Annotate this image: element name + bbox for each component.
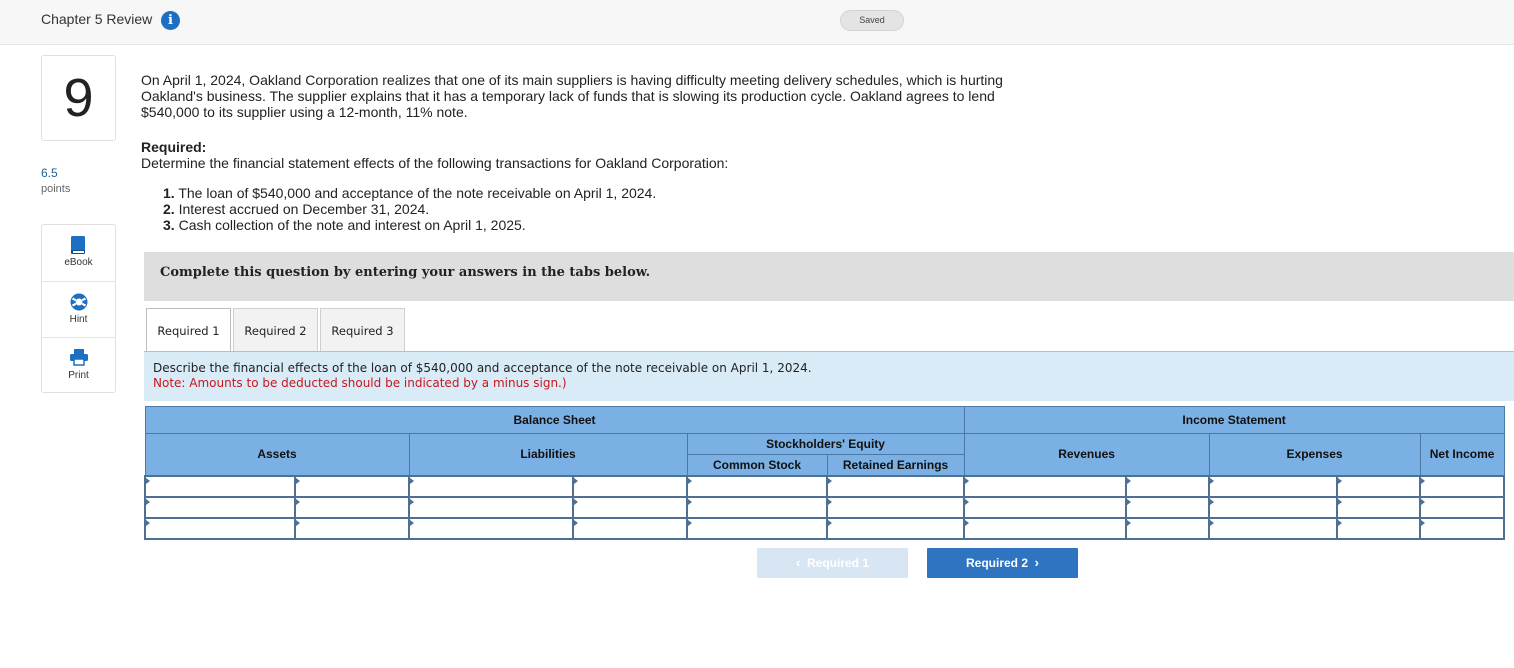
stockholders-equity-header: Stockholders' Equity	[687, 434, 964, 455]
tab-required-1[interactable]: Required 1	[146, 308, 231, 352]
common-stock-cell[interactable]	[687, 497, 827, 518]
book-icon	[69, 235, 87, 255]
expenses-header: Expenses	[1209, 434, 1420, 476]
item-text: Cash collection of the note and interest on April 1, 2025.	[174, 217, 526, 233]
item-number: 2.	[163, 201, 175, 217]
table-row	[145, 497, 1504, 518]
liabilities-amount-input[interactable]	[574, 498, 686, 517]
liabilities-cell[interactable]	[409, 476, 573, 497]
revenues-cell[interactable]	[964, 476, 1126, 497]
table-row	[145, 518, 1504, 539]
net-income-cell[interactable]	[1420, 497, 1504, 518]
required-heading: Required:	[141, 139, 207, 155]
liabilities-amount-cell[interactable]	[573, 518, 687, 539]
expenses-input[interactable]	[1210, 498, 1336, 517]
assets-cell[interactable]	[145, 497, 295, 518]
item-number: 1.	[163, 185, 175, 201]
revenues-cell[interactable]	[964, 518, 1126, 539]
liabilities-cell[interactable]	[409, 497, 573, 518]
expenses-amount-cell[interactable]	[1337, 518, 1420, 539]
revenues-input[interactable]	[965, 477, 1125, 496]
expenses-amount-cell[interactable]	[1337, 497, 1420, 518]
instructions-banner	[144, 252, 1514, 301]
liabilities-amount-input[interactable]	[574, 477, 686, 496]
list-item	[163, 185, 656, 201]
revenues-amount-cell[interactable]	[1126, 476, 1209, 497]
assets-input[interactable]	[146, 519, 294, 538]
retained-earnings-input[interactable]	[828, 519, 963, 538]
income-statement-header: Income Statement	[964, 407, 1504, 434]
item-text: The loan of $540,000 and acceptance of the note receivable on April 1, 2024.	[174, 185, 657, 201]
net-income-cell[interactable]	[1420, 518, 1504, 539]
financial-effects-table	[144, 406, 1505, 540]
revenues-amount-input[interactable]	[1127, 498, 1208, 517]
liabilities-input[interactable]	[410, 519, 572, 538]
expenses-cell[interactable]	[1209, 476, 1337, 497]
expenses-amount-input[interactable]	[1338, 477, 1419, 496]
previous-tab-label: Required 1	[807, 556, 870, 570]
common-stock-cell[interactable]	[687, 476, 827, 497]
table-row	[145, 476, 1504, 497]
assets-amount-cell[interactable]	[295, 476, 409, 497]
tab-required-2[interactable]: Required 2	[233, 308, 318, 351]
net-income-cell[interactable]	[1420, 476, 1504, 497]
question-number: 9	[41, 55, 116, 141]
expenses-cell[interactable]	[1209, 497, 1337, 518]
retained-earnings-header: Retained Earnings	[827, 455, 964, 476]
assets-input[interactable]	[146, 498, 294, 517]
top-bar	[0, 0, 1514, 45]
liabilities-cell[interactable]	[409, 518, 573, 539]
required-text: Determine the financial statement effects of the following transactions for Oakland Corporation:	[141, 155, 729, 171]
hint-label: Hint	[69, 314, 88, 325]
list-item	[163, 201, 656, 217]
problem-statement: On April 1, 2024, Oakland Corporation realizes that one of its main suppliers is having difficulty meeting delivery schedules, which is hurting Oakland's business. The supplier explains that it has a temporary lack of funds that is slowing its production cycle. Oakland agrees to lend $540,000 to its supplier using a 12-month, 11% note.	[141, 72, 1003, 120]
item-text: Interest accrued on December 31, 2024.	[174, 201, 430, 217]
expenses-cell[interactable]	[1209, 518, 1337, 539]
saved-status-badge: Saved	[840, 10, 904, 31]
assets-cell[interactable]	[145, 476, 295, 497]
hint-button[interactable]	[42, 281, 115, 337]
expenses-amount-cell[interactable]	[1337, 476, 1420, 497]
tab-required-3[interactable]: Required 3	[320, 308, 405, 351]
tab-description: Describe the financial effects of the loan of $540,000 and acceptance of the note receivable on April 1, 2024.	[153, 361, 812, 375]
assets-amount-input[interactable]	[296, 477, 408, 496]
net-income-input[interactable]	[1421, 498, 1503, 517]
liabilities-input[interactable]	[410, 498, 572, 517]
expenses-amount-input[interactable]	[1338, 498, 1419, 517]
balance-sheet-header: Balance Sheet	[145, 407, 964, 434]
assets-amount-cell[interactable]	[295, 497, 409, 518]
assets-amount-input[interactable]	[296, 519, 408, 538]
print-label: Print	[68, 370, 89, 381]
previous-tab-button	[757, 548, 908, 578]
common-stock-cell[interactable]	[687, 518, 827, 539]
lifebuoy-icon	[69, 292, 89, 312]
revenues-cell[interactable]	[964, 497, 1126, 518]
retained-earnings-cell[interactable]	[827, 497, 964, 518]
tab-note: Note: Amounts to be deducted should be indicated by a minus sign.)	[153, 376, 567, 390]
revenues-amount-cell[interactable]	[1126, 518, 1209, 539]
info-icon[interactable]: i	[161, 11, 180, 30]
ebook-label: eBook	[64, 257, 93, 268]
expenses-amount-input[interactable]	[1338, 519, 1419, 538]
common-stock-header: Common Stock	[687, 455, 827, 476]
net-income-input[interactable]	[1421, 519, 1503, 538]
retained-earnings-input[interactable]	[828, 498, 963, 517]
common-stock-input[interactable]	[688, 498, 826, 517]
revenues-header: Revenues	[964, 434, 1209, 476]
retained-earnings-input[interactable]	[828, 477, 963, 496]
common-stock-input[interactable]	[688, 519, 826, 538]
tools-panel	[41, 224, 116, 393]
liabilities-amount-input[interactable]	[574, 519, 686, 538]
assets-input[interactable]	[146, 477, 294, 496]
revenues-input[interactable]	[965, 498, 1125, 517]
tab-description-panel	[144, 352, 1514, 401]
chevron-right-icon: ›	[1034, 555, 1040, 570]
liabilities-amount-cell[interactable]	[573, 497, 687, 518]
points-label: points	[41, 183, 71, 195]
revenues-amount-cell[interactable]	[1126, 497, 1209, 518]
liabilities-amount-cell[interactable]	[573, 476, 687, 497]
next-tab-label: Required 2	[965, 556, 1028, 570]
printer-icon	[69, 348, 89, 366]
ebook-button[interactable]	[42, 225, 115, 281]
transaction-list	[163, 185, 656, 233]
print-button[interactable]	[42, 337, 115, 393]
assets-cell[interactable]	[145, 518, 295, 539]
retained-earnings-cell[interactable]	[827, 476, 964, 497]
expenses-input[interactable]	[1210, 519, 1336, 538]
instructions-text: Complete this question by entering your answers in the tabs below.	[160, 265, 651, 280]
revenues-amount-input[interactable]	[1127, 477, 1208, 496]
assets-amount-cell[interactable]	[295, 518, 409, 539]
liabilities-header: Liabilities	[409, 434, 687, 476]
revenues-amount-input[interactable]	[1127, 519, 1208, 538]
expenses-input[interactable]	[1210, 477, 1336, 496]
revenues-input[interactable]	[965, 519, 1125, 538]
points-value: 6.5	[41, 166, 58, 180]
liabilities-input[interactable]	[410, 477, 572, 496]
list-item	[163, 217, 656, 233]
chevron-left-icon: ‹	[795, 555, 801, 570]
next-tab-button[interactable]	[927, 548, 1078, 578]
net-income-header: Net Income	[1420, 434, 1504, 476]
chapter-title: Chapter 5 Review	[41, 11, 153, 27]
retained-earnings-cell[interactable]	[827, 518, 964, 539]
assets-header: Assets	[145, 434, 409, 476]
common-stock-input[interactable]	[688, 477, 826, 496]
assets-amount-input[interactable]	[296, 498, 408, 517]
item-number: 3.	[163, 217, 175, 233]
net-income-input[interactable]	[1421, 477, 1503, 496]
